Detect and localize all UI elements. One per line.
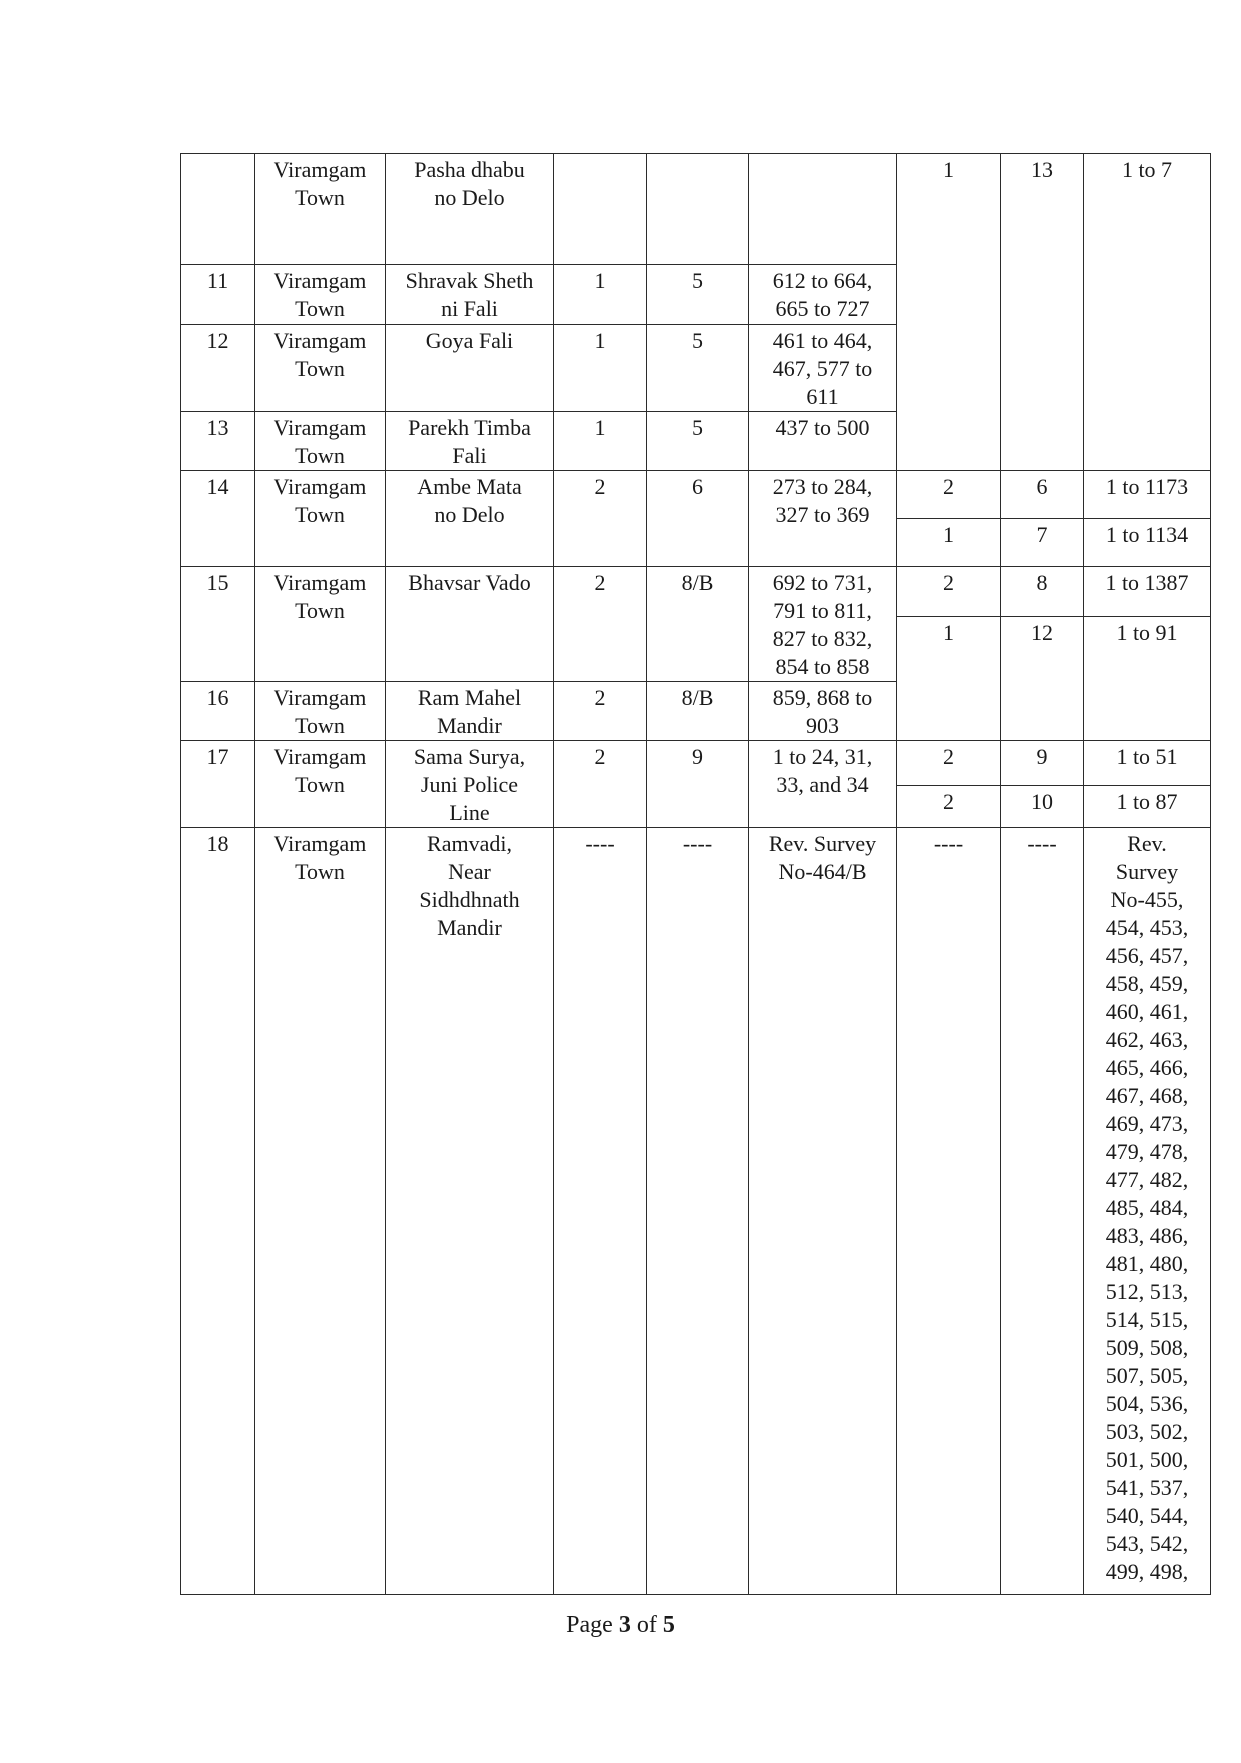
cell-col9: 1 to 7	[1084, 154, 1211, 471]
cell-col8: 9	[1001, 741, 1084, 786]
cell-col4: 1	[554, 265, 647, 325]
cell-town: Viramgam Town	[255, 682, 386, 741]
cell-col9: 1 to 1387	[1084, 567, 1211, 617]
cell-locality: Goya Fali	[386, 325, 554, 412]
cell-town: Viramgam Town	[255, 325, 386, 412]
page-footer	[0, 1612, 1241, 1639]
cell-survey-range	[749, 154, 897, 265]
cell-col9: Rev. Survey No-455, 454, 453, 456, 457, 458, 459, 460, 461, 462, 463, 465, 466, 467, 468, 469, 473, 479, 478, 477, 482, 485, 484, 483, 486, 481, 480, 512, 513, 514, 515, 509, 508, 507, 505, 504, 536, 503, 502, 501, 500, 541, 537, 540, 544, 543, 542, 499, 498,	[1084, 828, 1211, 1595]
cell-survey-range: 437 to 500	[749, 412, 897, 471]
cell-survey-range: 612 to 664, 665 to 727	[749, 265, 897, 325]
cell-survey-range: 273 to 284, 327 to 369	[749, 471, 897, 567]
cell-col9: 1 to 1173	[1084, 471, 1211, 519]
cell-col4: 2	[554, 682, 647, 741]
cell-town: Viramgam Town	[255, 265, 386, 325]
cell-col5: 6	[647, 471, 749, 567]
table-row	[181, 567, 1211, 617]
cell-serial: 11	[181, 265, 255, 325]
cell-survey-range: Rev. Survey No-464/B	[749, 828, 897, 1595]
cell-town: Viramgam Town	[255, 412, 386, 471]
cell-col5: 5	[647, 265, 749, 325]
page-of-label: of	[630, 1612, 663, 1638]
cell-locality: Bhavsar Vado	[386, 567, 554, 682]
cell-serial: 17	[181, 741, 255, 828]
table-row	[181, 154, 1211, 265]
cell-town: Viramgam Town	[255, 741, 386, 828]
cell-col4	[554, 154, 647, 265]
cell-col5: ----	[647, 828, 749, 1595]
cell-locality: Parekh Timba Fali	[386, 412, 554, 471]
cell-serial: 13	[181, 412, 255, 471]
cell-col9: 1 to 51	[1084, 741, 1211, 786]
cell-col7: ----	[897, 828, 1001, 1595]
cell-locality: Ambe Mata no Delo	[386, 471, 554, 567]
cell-col8: 12	[1001, 617, 1084, 741]
table-row	[181, 828, 1211, 1595]
cell-serial: 12	[181, 325, 255, 412]
cell-col5: 8/B	[647, 567, 749, 682]
cell-col4: 1	[554, 325, 647, 412]
cell-col7: 2	[897, 567, 1001, 617]
cell-col7: 1	[897, 519, 1001, 567]
cell-survey-range: 1 to 24, 31, 33, and 34	[749, 741, 897, 828]
cell-col5: 5	[647, 412, 749, 471]
cell-col4: 2	[554, 471, 647, 567]
cell-town: Viramgam Town	[255, 471, 386, 567]
cell-locality: Sama Surya, Juni Police Line	[386, 741, 554, 828]
cell-town: Viramgam Town	[255, 828, 386, 1595]
cell-serial: 16	[181, 682, 255, 741]
cell-col5: 8/B	[647, 682, 749, 741]
cell-serial: 15	[181, 567, 255, 682]
cell-locality: Ram Mahel Mandir	[386, 682, 554, 741]
cell-col8: 6	[1001, 471, 1084, 519]
cell-survey-range: 859, 868 to 903	[749, 682, 897, 741]
table-row	[181, 741, 1211, 786]
page-total: 5	[662, 1612, 675, 1638]
cell-col9: 1 to 91	[1084, 617, 1211, 741]
cell-serial	[181, 154, 255, 265]
cell-col4: 2	[554, 741, 647, 828]
cell-survey-range: 692 to 731, 791 to 811, 827 to 832, 854 to 858	[749, 567, 897, 682]
page-current: 3	[618, 1612, 631, 1638]
cell-col7: 2	[897, 785, 1001, 828]
cell-col7: 1	[897, 154, 1001, 471]
cell-col7: 2	[897, 471, 1001, 519]
cell-col8: 8	[1001, 567, 1084, 617]
cell-col5: 5	[647, 325, 749, 412]
cell-col4: 2	[554, 567, 647, 682]
cell-col4: ----	[554, 828, 647, 1595]
cell-town: Viramgam Town	[255, 154, 386, 265]
cell-col4: 1	[554, 412, 647, 471]
cell-town: Viramgam Town	[255, 567, 386, 682]
cell-col7: 1	[897, 617, 1001, 741]
cell-locality: Pasha dhabu no Delo	[386, 154, 554, 265]
cell-col8: 7	[1001, 519, 1084, 567]
survey-table	[180, 153, 1211, 1595]
cell-locality: Shravak Sheth ni Fali	[386, 265, 554, 325]
table-row	[181, 471, 1211, 519]
cell-col9: 1 to 1134	[1084, 519, 1211, 567]
page-label: Page	[566, 1612, 619, 1638]
cell-serial: 18	[181, 828, 255, 1595]
cell-col8: 10	[1001, 785, 1084, 828]
cell-serial: 14	[181, 471, 255, 567]
cell-survey-range: 461 to 464, 467, 577 to 611	[749, 325, 897, 412]
cell-col8: ----	[1001, 828, 1084, 1595]
cell-col5	[647, 154, 749, 265]
cell-col9: 1 to 87	[1084, 785, 1211, 828]
cell-col7: 2	[897, 741, 1001, 786]
cell-col5: 9	[647, 741, 749, 828]
cell-col8: 13	[1001, 154, 1084, 471]
cell-locality: Ramvadi, Near Sidhdhnath Mandir	[386, 828, 554, 1595]
